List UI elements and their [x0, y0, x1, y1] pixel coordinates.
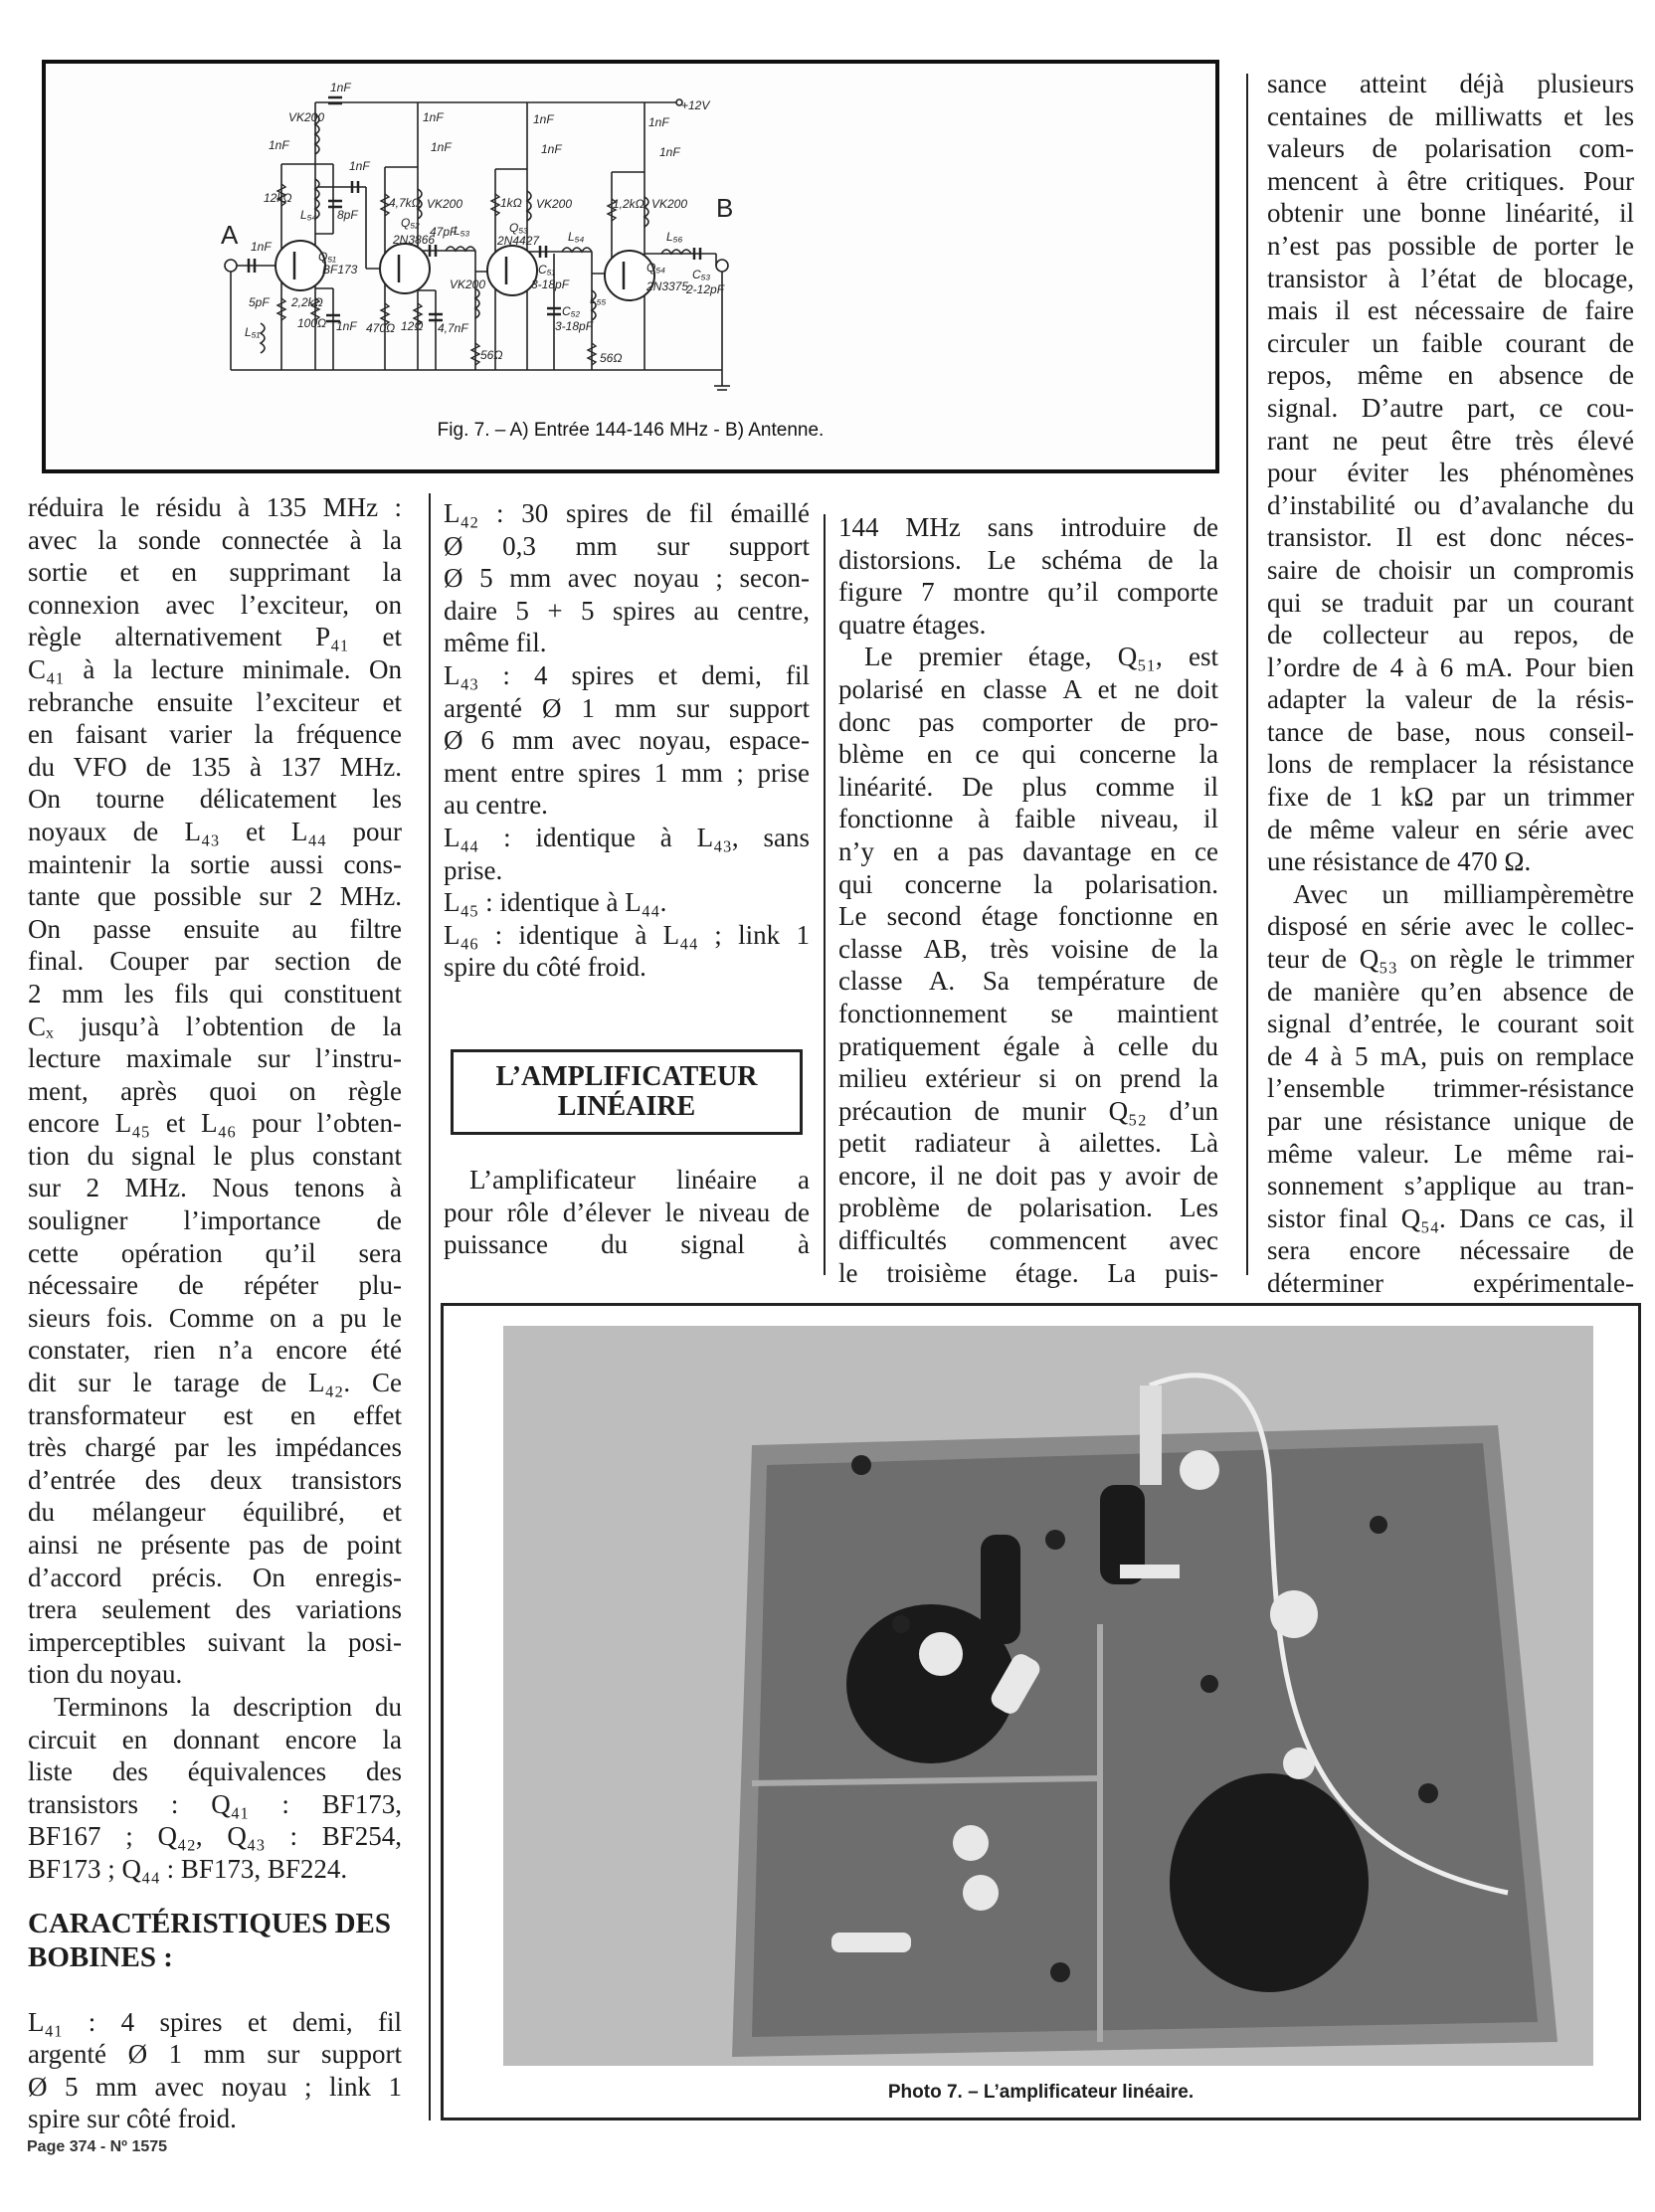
text-line: disposé en série avec le collec-	[1267, 911, 1634, 942]
text-line: signal d’entrée, le courant soit	[1267, 1009, 1634, 1039]
text-line: figure 7 montre qu’il comporte	[838, 577, 1218, 608]
text-line: Le second étage fonctionne en	[838, 901, 1218, 932]
component-label: 2N4427	[497, 234, 540, 248]
text-line: daire 5 + 5 spires au centre,	[444, 595, 810, 626]
text-line: de 4 à 5 mA, puis on remplace	[1267, 1040, 1634, 1071]
text-line: nécessaire de répéter plu-	[28, 1270, 402, 1301]
column-1	[28, 491, 402, 2135]
text-line: difficultés commencent avec	[838, 1225, 1218, 1256]
component-label: 1nF	[349, 159, 370, 173]
component-label: 2,2kΩ	[291, 295, 323, 309]
text-line: même valeur. Le même rai-	[1267, 1138, 1634, 1169]
text-line: tance de base, nous conseil-	[1267, 716, 1634, 747]
text-line: de collecteur au repos, de	[1267, 620, 1634, 650]
coil-spec-l45	[444, 886, 810, 919]
text-line: On passe ensuite au filtre	[28, 913, 402, 944]
section-heading-amplificateur	[451, 1049, 803, 1135]
text-line: classe AB, très voisine de la	[838, 933, 1218, 964]
text-line: mais il est nécessaire de faire	[1267, 295, 1634, 326]
coil-spec-l44	[444, 822, 810, 886]
component-label: 47pF	[430, 225, 458, 239]
paragraph	[838, 511, 1218, 641]
component-label: VK200	[536, 197, 573, 211]
text-line: dit sur le tarage de L₄₂. Ce	[28, 1368, 402, 1398]
text-line: prise.	[444, 854, 503, 885]
text-line: n’est pas possible de porter le	[1267, 230, 1634, 261]
text-line: L’amplificateur linéaire a	[469, 1165, 810, 1195]
text-line: l’ordre de 4 à 6 mA. Pour bien	[1267, 651, 1634, 682]
transistor-q52-symbol	[380, 244, 430, 293]
photo-7-box	[441, 1303, 1641, 2120]
text-line: fonctionnement se maintient	[838, 998, 1218, 1028]
component-label: Q₅₄	[646, 261, 665, 275]
text-line: encore L₄₅ et L₄₆ pour l’obten-	[28, 1108, 402, 1139]
photo-caption: Photo 7. – L’amplificateur linéaire.	[887, 2082, 1195, 2103]
component-label: 1nF	[541, 142, 562, 156]
component-label: 12Ω	[401, 319, 424, 333]
text-line: n’y en a pas davantage en ce	[838, 835, 1218, 866]
text-line: sonnement s’applique au tran-	[1267, 1171, 1634, 1201]
heading-line: L’AMPLIFICATEUR	[495, 1061, 758, 1092]
component-label: 2-12pF	[686, 282, 725, 296]
component-label: +12V	[681, 98, 710, 112]
figure-7-box	[42, 60, 1219, 473]
component-label: L₅₅	[590, 292, 607, 306]
text-line: connexion avec l’exciteur, on	[28, 589, 402, 620]
column-divider	[429, 493, 431, 2120]
component-label: L₅₄	[300, 208, 317, 222]
text-line: repos, même en absence de	[1267, 360, 1634, 391]
component-label: C₅₃	[692, 268, 711, 281]
text-line: fixe de 1 kΩ par un trimmer	[1267, 782, 1634, 813]
text-line: transistor. Il est donc néces-	[1267, 522, 1634, 553]
heading-line: BOBINES :	[28, 1940, 173, 1973]
text-line: une résistance de 470 Ω.	[1267, 846, 1532, 877]
text-line: tion du signal le plus constant	[28, 1140, 402, 1171]
text-line: Terminons la description du	[54, 1691, 402, 1722]
text-line: le troisième étage. La puis-	[838, 1257, 1218, 1288]
component-label: 2N3866	[393, 233, 436, 247]
text-line: puissance du signal à	[444, 1229, 810, 1260]
terminal-a-label: A	[221, 220, 239, 250]
text-line: d’accord précis. On enregis-	[28, 1562, 402, 1592]
text-line: du mélangeur équilibré, et	[28, 1497, 402, 1528]
transistor-q51-symbol	[276, 241, 325, 290]
text-line: donc pas comporter de pro-	[838, 706, 1218, 737]
text-line: Avec un milliampèremètre	[1293, 878, 1634, 909]
text-line: L₄₅ : identique à L₄₄.	[444, 887, 667, 918]
text-line: transistors : Q₄₁ : BF173,	[28, 1788, 402, 1819]
text-line: par une résistance unique de	[1267, 1106, 1634, 1136]
text-line: déterminer expérimentale-	[1267, 1267, 1634, 1298]
text-line: transformateur est en effet	[28, 1399, 402, 1430]
text-line: BF173 ; Q₄₄ : BF173, BF224.	[28, 1853, 348, 1884]
transistor-q53-symbol	[487, 246, 537, 295]
component-label: 1nF	[423, 110, 444, 124]
text-line: qui concerne la polarisation.	[838, 868, 1218, 899]
text-line: liste des équivalences des	[28, 1756, 402, 1787]
coil-spec-l43	[444, 659, 810, 822]
paragraph	[28, 2006, 402, 2135]
component-label: 4,7nF	[438, 321, 468, 335]
component-label: 3-18pF	[555, 319, 594, 333]
text-line: très chargé par les impédances	[28, 1432, 402, 1463]
text-line: d’entrée des deux transistors	[28, 1464, 402, 1495]
component-label: C₅₂	[562, 304, 581, 318]
text-line: classe A. Sa température de	[838, 966, 1218, 997]
text-line: spire sur côté froid.	[28, 2104, 237, 2134]
text-line: règle alternativement P₄₁ et	[28, 622, 402, 652]
component-label: L₅₃	[454, 224, 470, 238]
text-line: transistor à l’état de blocage,	[1267, 263, 1634, 293]
text-line: imperceptibles suivant la posi-	[28, 1626, 402, 1657]
text-line: 144 MHz sans introduire de	[838, 512, 1218, 542]
text-line: On tourne délicatement les	[28, 784, 402, 815]
text-line: précaution de munir Q₅₂ d’un	[838, 1095, 1218, 1126]
text-line: l’ensemble trimmer-résistance	[1267, 1073, 1634, 1104]
schematic-diagram	[219, 70, 1054, 448]
component-label: 1nF	[431, 140, 452, 154]
text-line: noyaux de L₄₃ et L₄₄ pour	[28, 816, 402, 846]
text-line: trera seulement des variations	[28, 1594, 402, 1625]
column-divider	[824, 514, 826, 1275]
text-line: Ø 0,3 mm sur support	[444, 530, 810, 561]
component-label: 1nF	[648, 115, 669, 129]
text-line: tante que possible sur 2 MHz.	[28, 881, 402, 912]
text-line: adapter la valeur de la résis-	[1267, 684, 1634, 715]
text-line: pour éviter les phénomènes	[1267, 458, 1634, 488]
component-label: 56Ω	[600, 351, 623, 365]
component-label: VK200	[288, 110, 325, 124]
text-line: valeurs de polarisation com-	[1267, 133, 1634, 164]
text-line: 2 mm les fils qui constituent	[28, 978, 402, 1009]
component-label: 3-18pF	[531, 277, 570, 291]
text-line: saire de choisir un compromis	[1267, 554, 1634, 585]
component-label: 56Ω	[480, 348, 503, 362]
component-label: 12kΩ	[264, 191, 292, 205]
text-line: lons de remplacer la résistance	[1267, 749, 1634, 780]
text-line: Ø 5 mm avec noyau ; secon-	[444, 563, 810, 594]
text-line: en faisant varier la fréquence	[28, 719, 402, 750]
text-line: du VFO de 135 à 137 MHz.	[28, 751, 402, 782]
paragraph	[444, 1164, 810, 1261]
component-label: 1nF	[269, 138, 289, 152]
component-label: VK200	[427, 197, 463, 211]
text-line: ainsi ne présente pas de point	[28, 1530, 402, 1560]
component-label: Q₅₃	[509, 221, 528, 235]
column-divider	[1246, 74, 1248, 1275]
component-label: BF173	[322, 263, 358, 276]
coil-spec-l46	[444, 919, 810, 984]
text-line: argenté Ø 1 mm sur support	[444, 692, 810, 723]
heading-line: CARACTÉRISTIQUES DES	[28, 1907, 392, 1939]
page-footer: Page 374 - Nº 1575	[27, 2138, 168, 2155]
text-line: ment, après quoi on règle	[28, 1075, 402, 1106]
component-label: L₅₄	[568, 230, 585, 244]
figure-caption: Fig. 7. – A) Entrée 144-146 MHz - B) Antenne.	[437, 420, 825, 441]
text-line: pratiquement égale à celle du	[838, 1030, 1218, 1061]
component-label: VK200	[651, 197, 688, 211]
text-line: au centre.	[444, 790, 548, 821]
text-line: sance atteint déjà plusieurs	[1267, 69, 1634, 98]
component-label: Q₅₁	[318, 250, 336, 264]
text-line: petit radiateur à ailettes. Là	[838, 1128, 1218, 1159]
text-line: signal. D’autre part, ce cou-	[1267, 392, 1634, 423]
text-line: lecture maximale sur l’instru-	[28, 1043, 402, 1074]
paragraph	[1267, 878, 1634, 1300]
paragraph	[1267, 68, 1634, 878]
text-line: centaines de milliwatts et les	[1267, 100, 1634, 131]
text-line: L₄₄ : identique à L₄₃, sans	[444, 822, 810, 852]
component-label: VK200	[450, 277, 486, 291]
component-label: 8pF	[337, 208, 358, 222]
text-line: de manière qu’en absence de	[1267, 976, 1634, 1007]
text-line: problème de polarisation. Les	[838, 1193, 1218, 1223]
text-line: argenté Ø 1 mm sur support	[28, 2039, 402, 2070]
text-line: rebranche ensuite l’exciteur et	[28, 686, 402, 717]
component-label: 100Ω	[297, 316, 327, 330]
text-line: polarisé en classe A et ne doit	[838, 673, 1218, 704]
text-line: sieurs fois. Comme on a pu le	[28, 1302, 402, 1333]
text-line: circuit en donnant encore la	[28, 1724, 402, 1754]
paragraph	[28, 1691, 402, 1886]
text-line: tion du noyau.	[28, 1659, 183, 1690]
text-line: maintenir la sortie aussi cons-	[28, 848, 402, 879]
text-line: qui se traduit par un courant	[1267, 587, 1634, 618]
text-line: L₄₃ : 4 spires et demi, fil	[444, 659, 810, 690]
text-line: Ø 6 mm avec noyau, espace-	[444, 725, 810, 756]
text-line: réduira le résidu à 135 MHz :	[28, 492, 402, 522]
text-line: linéarité. De plus comme il	[838, 771, 1218, 802]
component-label: 1nF	[659, 145, 680, 159]
text-line: teur de Q₅₃ on règle le trimmer	[1267, 944, 1634, 975]
component-label: 470Ω	[366, 321, 396, 335]
text-line: même fil.	[444, 628, 547, 658]
text-line: sera encore nécessaire de	[1267, 1235, 1634, 1266]
text-line: pour rôle d’élever le niveau de	[444, 1197, 810, 1227]
component-label: 1nF	[330, 81, 351, 94]
text-line: Le premier étage, Q₅₁, est	[864, 642, 1218, 672]
component-label: C₅₁	[538, 263, 556, 276]
text-line: fonctionne à faible niveau, il	[838, 804, 1218, 834]
text-line: avec la sonde connectée à la	[28, 524, 402, 555]
component-label: 1,2kΩ	[613, 197, 644, 211]
component-label: 2N3375	[646, 279, 689, 293]
component-label: L₅₁	[245, 325, 261, 339]
text-line: cette opération qu’il sera	[28, 1237, 402, 1268]
text-line: de même valeur en série avec	[1267, 814, 1634, 844]
text-line: quatre étages.	[838, 609, 987, 640]
text-line: sortie et en supprimant la	[28, 557, 402, 588]
heading-line: LINÉAIRE	[557, 1091, 696, 1122]
paragraph	[28, 491, 402, 1691]
column-3	[838, 511, 1218, 1289]
text-line: L₄₁ : 4 spires et demi, fil	[28, 2006, 402, 2037]
column-2	[444, 497, 810, 984]
text-line: obtenir une bonne linéarité, il	[1267, 198, 1634, 229]
text-line: souligner l’importance de	[28, 1205, 402, 1236]
column-4	[1267, 68, 1634, 1300]
text-line: rant ne peut être très élevé	[1267, 425, 1634, 456]
text-line: circuler un faible courant de	[1267, 327, 1634, 358]
paragraph	[838, 641, 1218, 1289]
text-line: C₄₁ à la lecture minimale. On	[28, 653, 402, 684]
text-line: Cₓ jusqu’à l’obtention de la	[28, 1011, 402, 1041]
coil-spec-l42	[444, 497, 810, 659]
text-line: BF167 ; Q₄₂, Q₄₃ : BF254,	[28, 1821, 402, 1852]
text-line: final. Couper par section de	[28, 946, 402, 977]
text-line: mencent à être critiques. Pour	[1267, 165, 1634, 196]
text-line: blème en ce qui concerne la	[838, 739, 1218, 770]
terminal-b-label: B	[716, 193, 734, 223]
text-line: constater, rien n’a encore été	[28, 1335, 402, 1366]
text-line: milieu extérieur si on prend la	[838, 1063, 1218, 1094]
text-line: sistor final Q₅₄. Dans ce cas, il	[1267, 1202, 1634, 1233]
component-label: 4,7kΩ	[389, 196, 421, 210]
column-2-continued	[444, 1164, 810, 1261]
component-label: Q₅₂	[401, 216, 420, 230]
component-label: L₅₆	[666, 230, 683, 244]
component-label: 1nF	[251, 240, 272, 254]
amplifier-photo	[503, 1326, 1593, 2066]
text-line: ment entre spires 1 mm ; prise	[444, 757, 810, 788]
component-label: 1kΩ	[500, 196, 522, 210]
text-line: Ø 5 mm avec noyau ; link 1	[28, 2071, 402, 2102]
text-line: distorsions. Le schéma de la	[838, 544, 1218, 575]
component-label: 5pF	[249, 295, 270, 309]
text-line: sur 2 MHz. Nous tenons à	[28, 1173, 402, 1203]
component-label: 1nF	[533, 112, 554, 126]
text-line: encore, il ne doit pas y avoir de	[838, 1160, 1218, 1191]
text-line: L₄₆ : identique à L₄₄ ; link 1	[444, 919, 810, 950]
text-line: L₄₂ : 30 spires de fil émaillé	[444, 498, 810, 528]
component-label: 1nF	[336, 319, 357, 333]
section-heading-bobines	[28, 1907, 402, 1974]
text-line: d’instabilité ou d’avalanche du	[1267, 489, 1634, 520]
text-line: spire du côté froid.	[444, 952, 646, 983]
